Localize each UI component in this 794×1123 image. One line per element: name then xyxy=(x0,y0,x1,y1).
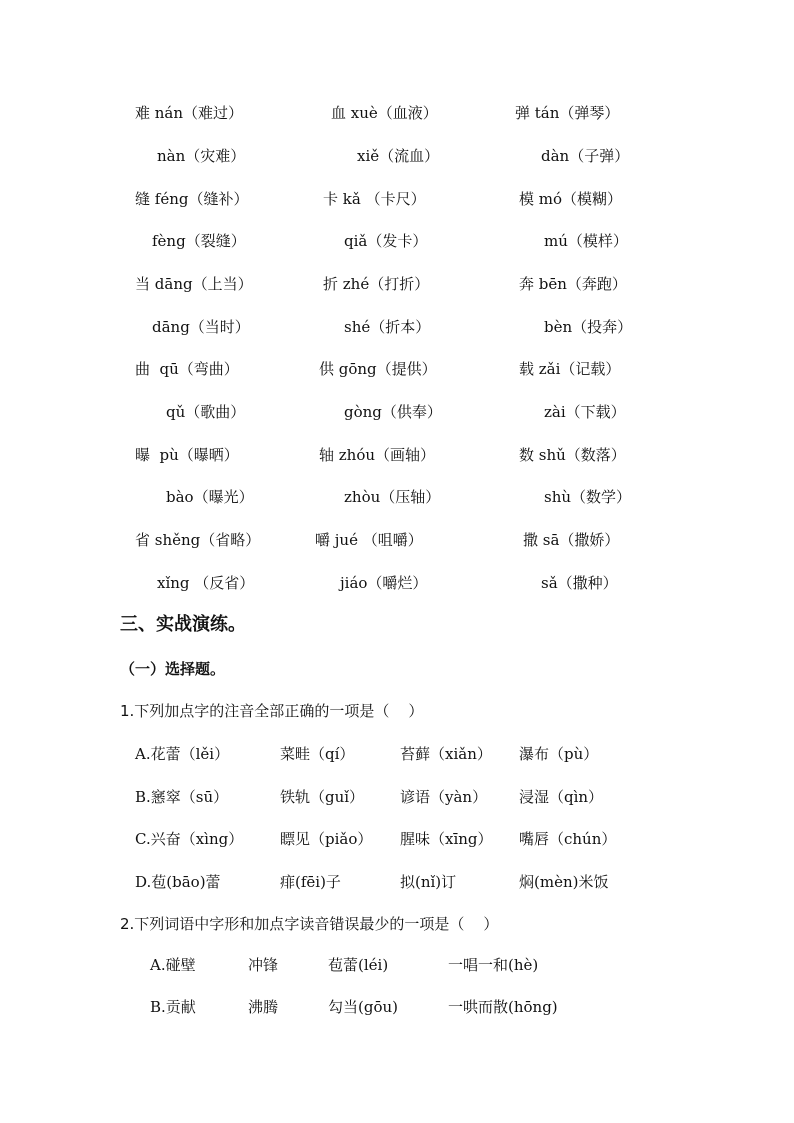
table-cell: 卡 kǎ （卡尺） xyxy=(323,190,426,208)
table-cell: 弹 tán（弹琴） xyxy=(515,104,620,122)
option-text: 冲锋 xyxy=(248,956,279,974)
option-text: 谚语（yàn） xyxy=(400,788,488,806)
option-text: D.苞(bāo)蕾 xyxy=(135,873,221,891)
table-cell: 曝 pù（曝晒） xyxy=(135,446,239,464)
option-text: C.兴奋（xìng） xyxy=(135,830,244,848)
option-text: 苔藓（xiǎn） xyxy=(400,745,492,763)
table-cell: sǎ（撒种） xyxy=(541,574,618,592)
table-cell: 当 dāng（上当） xyxy=(135,275,253,293)
option-text: B.窸窣（sū） xyxy=(135,788,229,806)
table-cell: bào（曝光） xyxy=(166,488,254,506)
option-text: 一唱一和(hè) xyxy=(448,956,539,974)
table-cell: xiě（流血） xyxy=(357,147,440,165)
option-text: A.碰壁 xyxy=(150,956,196,974)
table-cell: 难 nán（难过） xyxy=(135,104,244,122)
table-cell: 血 xuè（血液） xyxy=(331,104,438,122)
table-cell: jiáo（嚼烂） xyxy=(340,574,428,592)
table-cell: 撒 sā（撒娇） xyxy=(523,531,620,549)
option-text: 铁轨（guǐ） xyxy=(280,788,365,806)
table-cell: shé（折本） xyxy=(344,318,431,336)
table-cell: qiǎ（发卡） xyxy=(344,232,428,250)
table-cell: shù（数学） xyxy=(544,488,632,506)
option-text: 菜畦（qí） xyxy=(280,745,355,763)
table-cell: 载 zǎi（记载） xyxy=(519,360,621,378)
table-cell: 嚼 jué （咀嚼） xyxy=(315,531,423,549)
table-cell: 折 zhé（打折） xyxy=(323,275,430,293)
option-text: 勾当(gōu) xyxy=(328,998,398,1016)
table-cell: xǐng （反省） xyxy=(157,574,255,592)
table-cell: mú（模样） xyxy=(544,232,628,250)
table-cell: 省 shěng（省略） xyxy=(135,531,261,549)
table-cell: gòng（供奉） xyxy=(344,403,442,421)
option-text: 苞蕾(léi) xyxy=(328,956,389,974)
option-text: 腥味（xīng） xyxy=(400,830,493,848)
table-cell: 奔 bēn（奔跑） xyxy=(519,275,627,293)
subsection-heading: （一）选择题。 xyxy=(120,660,226,678)
table-cell: 缝 féng（缝补） xyxy=(135,190,249,208)
option-text: 浸湿（qìn） xyxy=(519,788,604,806)
table-cell: 曲 qū（弯曲） xyxy=(135,360,239,378)
option-text: A.花蕾（lěi） xyxy=(135,745,230,763)
table-cell: 模 mó（模糊） xyxy=(519,190,623,208)
table-cell: 供 gōng（提供） xyxy=(319,360,437,378)
table-cell: qǔ（歌曲） xyxy=(166,403,246,421)
option-text: 瀑布（pù） xyxy=(519,745,599,763)
table-cell: nàn（灾难） xyxy=(157,147,246,165)
table-cell: bèn（投奔） xyxy=(544,318,633,336)
table-cell: 轴 zhóu（画轴） xyxy=(319,446,436,464)
table-cell: dāng（当时） xyxy=(152,318,250,336)
section-heading: 三、实战演练。 xyxy=(120,614,246,635)
option-text: 痱(fēi)子 xyxy=(280,873,341,891)
option-text: B.贡献 xyxy=(150,998,196,1016)
table-cell: zài（下载） xyxy=(544,403,626,421)
option-text: 拟(nǐ)订 xyxy=(400,873,457,891)
option-text: 焖(mèn)米饭 xyxy=(519,873,609,891)
table-cell: fèng（裂缝） xyxy=(152,232,246,250)
table-cell: zhòu（压轴） xyxy=(344,488,441,506)
option-text: 沸腾 xyxy=(248,998,279,1016)
option-text: 瞟见（piǎo） xyxy=(280,830,373,848)
option-text: 一哄而散(hōng) xyxy=(448,998,558,1016)
question-2-stem: 2.下列词语中字形和加点字读音错误最少的一项是（ ） xyxy=(120,915,499,933)
option-text: 嘴唇（chún） xyxy=(519,830,617,848)
question-1-stem: 1.下列加点字的注音全部正确的一项是（ ） xyxy=(120,702,424,720)
table-cell: dàn（子弹） xyxy=(541,147,630,165)
table-cell: 数 shǔ（数落） xyxy=(519,446,626,464)
